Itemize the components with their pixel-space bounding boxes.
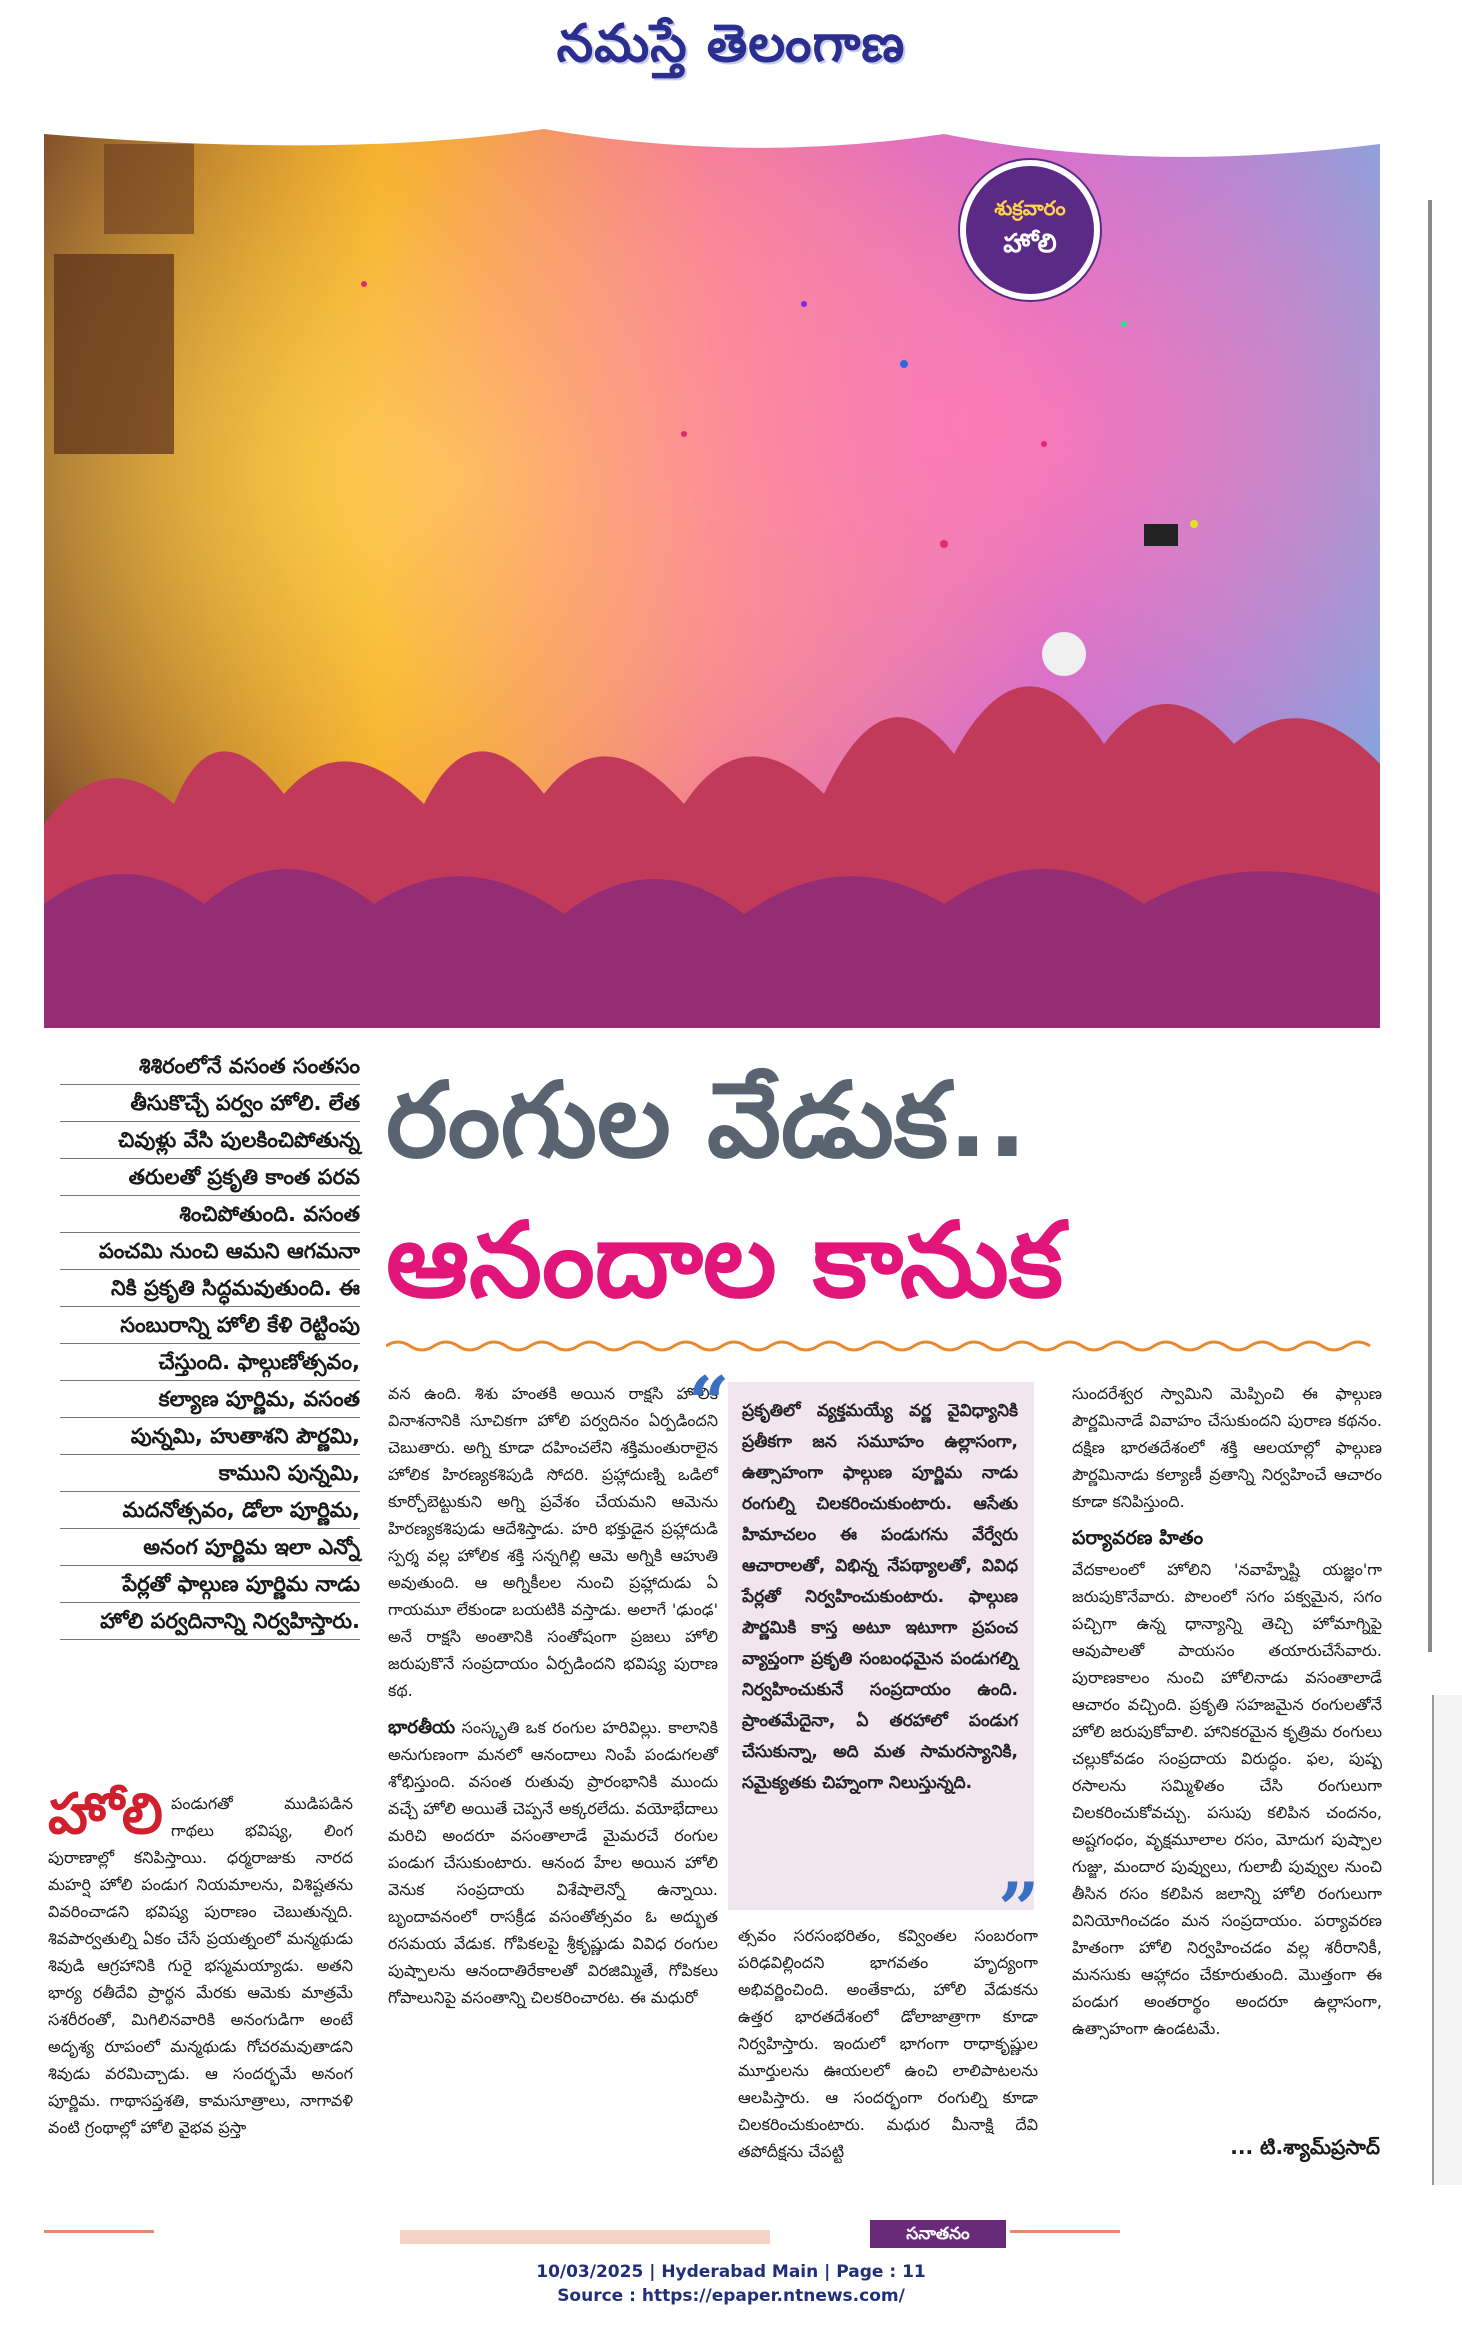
intro-line: నికి ప్రకృతి సిద్ధమవుతుంది. ఈ bbox=[60, 1270, 360, 1307]
headline-line-1: రంగుల వేడుక.. bbox=[386, 1059, 1028, 1181]
pull-quote bbox=[688, 1360, 1040, 1951]
intro-line: పేర్లతో ఫాల్గుణ పూర్ణిమ నాడు bbox=[60, 1566, 360, 1603]
article-column-3 bbox=[738, 1922, 1038, 2165]
column-paragraph: త్సవం సరసంభరితం, కవ్వింతల సంబరంగా పరిఢవిల్లిందని భాగవతం హృద్యంగా అభివర్ణించింది. అంతేకాదు, హోలి వేడుకను ఉత్తర భారతదేశంలో డోలాజాత్రాగా కూడా నిర్వహిస్తారు. ఇందులో భాగంగా రాధాకృష్ణుల మూర్తులను ఊయలలో ఉంచి లాలిపాటలను ఆలపిస్తారు. ఆ సందర్భంగా రంగుల్ని కూడా చిలకరించుకుంటారు. మధుర మీనాక్షి దేవి తపోదీక్షను చేపట్టి bbox=[738, 1926, 1038, 2161]
day-badge bbox=[960, 160, 1100, 300]
intro-line: పున్నమి, హుతాశని పౌర్ణమి, bbox=[60, 1418, 360, 1455]
column-paragraph: సంస్కృతి ఒక రంగుల హరివిల్లు. కాలానికి అనుగుణంగా మనలో ఆనందాలు నింపే పండుగలతో శోభిస్తుంది. వసంత రుతువు ప్రారంభానికి ముందు వచ్చే హోలి అయితే చెప్పనే అక్కరలేదు. వయోభేదాలు మరిచి అందరూ వసంతాలాడే మైమరచే రంగుల పండుగ చేసుకుంటారు. ఆనంద హేల అయిన హోలి వెనుక సంప్రదాయ విశేషాలెన్నో ఉన్నాయి. బృందావనంలో రాసక్రీడ వసంతోత్సవం ఓ అద్భుత రసమయ వేడుక. గోపికలపై శ్రీకృష్ణుడు వివిధ రంగుల పుష్పాలను ఆనందాతిరేకాలతో విరజిమ్మితే, గోపికలు గోపాలునిపై వసంతాన్ని చిలకరించారట. ఈ మధురో bbox=[388, 1718, 718, 2007]
byline: ... టి.శ్యామ్‌ప్రసాద్ bbox=[1230, 2135, 1380, 2159]
intro-line: సంబురాన్ని హోలి కేళి రెట్టింపు bbox=[60, 1307, 360, 1344]
open-quote-icon: “ bbox=[688, 1360, 730, 1445]
column-text: పండుగతో ముడిపడిన గాథలు భవిష్య, లింగ పురాణాల్లో కనిపిస్తాయి. ధర్మరాజుకు నారద మహర్షి హోలి పండుగ నియమాలను, విశిష్టతను వివరించాడని భవిష్య పురాణం చెబుతున్నది. శివపార్వతుల్ని ఏకం చేసే ప్రయత్నంలో మన్మథుడు శివుడి ఆగ్రహానికి గురై భస్మమయ్యాడు. అతని భార్య రతీదేవి ప్రార్థన మేరకు ఆమెకు మాత్రమే సశరీరంతో, మిగిలినవారికి అనంగుడిగా అంటే అదృశ్య రూపంలో మన్మథుడు గోచరమవుతాడని శివుడు వరమిచ్చాడు. ఆ సందర్భమే అనంగ పూర్ణిమ. గాథాసప్తశతి, కామసూత్రాలు, నాగావళి వంటి గ్రంథాల్లో హోలి వైభవ ప్రస్తా bbox=[48, 1794, 353, 2137]
intro-line: తరులతో ప్రకృతి కాంత పరవ bbox=[60, 1159, 360, 1196]
column-paragraph: వన ఉంది. శిశు హంతకి అయిన రాక్షసి హోలిక వినాశనానికి సూచికగా హోలి పర్వదినం ఏర్పడిందని చెబుతారు. అగ్ని కూడా దహించలేని శక్తిమంతురాలైన హోలిక హిరణ్యకశిపుడి సోదరి. ప్రహ్లాదుణ్ని ఒడిలో కూర్చోబెట్టుకుని అగ్ని ప్రవేశం చేయమని ఆమెను హిరణ్యకశిపుడు ఆదేశిస్తాడు. హరి భక్తుడైన ప్రహ్లాదుడి స్పర్శ వల్ల హోలిక శక్తి సన్నగిల్లి ఆమె అగ్నికి ఆహుతి అవుతుంది. ఆ అగ్నికీలల నుంచి ప్రహ్లాదుడు ఏ గాయమూ లేకుండా బయటికి వస్తాడు. అలాగే 'ఢుంఢ' అనే రాక్షసి అంతానికి సంతోషంగా ప్రజలు హోలి జరుపుకొనే సంప్రదాయం ఏర్పడిందని భవిష్య పురాణ కథ. bbox=[388, 1384, 718, 1700]
intro-line: పంచమి నుంచి ఆమని ఆగమనా bbox=[60, 1233, 360, 1270]
subheading: పర్యావరణ హితం bbox=[1072, 1527, 1204, 1549]
close-quote-icon: ” bbox=[998, 1866, 1040, 1951]
intro-line: కాముని పున్నమి, bbox=[60, 1455, 360, 1492]
badge-day: శుక్రవారం bbox=[994, 195, 1066, 220]
holi-photo bbox=[44, 104, 1380, 1028]
intro-line: కల్యాణ పూర్ణిమ, వసంత bbox=[60, 1381, 360, 1418]
column-paragraph: వేదకాలంలో హోలిని 'నవాహ్నేష్టి యజ్ఞం'గా జరుపుకొనేవారు. పొలంలో సగం పక్వమైన, సగం పచ్చిగా ఉన్న ధాన్యాన్ని తెచ్చి హోమాగ్నిపై ఆవుపాలతో పాయసం తయారుచేసేవారు. పురాణకాలం నుంచి హోలినాడు వసంతాలాడే ఆచారం వచ్చింది. ప్రకృతి సహజమైన రంగులతోనే హోలి జరుపుకోవాలి. హానికరమైన కృత్రిమ రంగులు చల్లుకోవడం సంప్రదాయ విరుద్ధం. ఫల, పుష్ప రసాలను సమ్మిళితం చేసి రంగులుగా చిలకరించుకోవచ్చు. పసుపు కలిపిన చందనం, అష్టగంధం, వృక్షమూలాల రసం, మోదుగ పుష్పాల గుజ్జు, మందార పువ్వులు, గులాబీ పువ్వుల నుంచి తీసిన రసం కలిపిన జలాన్ని హోలి రంగులుగా వినియోగించడం మన సంప్రదాయం. పర్యావరణ హితంగా హోలి నిర్వహించడం వల్ల శరీరానికీ, మనసుకు ఆహ్లాదం చేకూరుతుంది. మొత్తంగా ఈ పండుగ అంతరార్థం అందరూ ఉల్లాసంగా, ఉత్సాహంగా ఉండటమే. bbox=[1072, 1560, 1382, 2038]
intro-line: అనంగ పూర్ణిమ ఇలా ఎన్నో bbox=[60, 1529, 360, 1566]
adjacent-article-clip bbox=[1432, 1695, 1462, 2185]
intro-column bbox=[60, 1048, 360, 1640]
pull-quote-text: ప్రకృతిలో వ్యక్తమయ్యే వర్ణ వైవిధ్యానికి ప్రతీకగా జన సమూహం ఉల్లాసంగా, ఉత్సాహంగా ఫాల్గుణ పూర్ణిమ నాడు రంగుల్ని చిలకరించుకుంటారు. ఆసేతు హిమాచలం ఈ పండుగను వేర్వేరు ఆచారాలతో, విభిన్న నేపథ్యాలతో, వివిధ పేర్లతో నిర్వహించుకుంటారు. ఫాల్గుణ పౌర్ణమికి కాస్త అటూ ఇటూగా ప్రపంచ వ్యాప్తంగా ప్రకృతి సంబంధమైన పండుగల్ని నిర్వహించుకునే సంప్రదాయం ఉంది. ప్రాంతమేదైనా, ఏ తరహాలో పండుగ చేసుకున్నా, అది మత సామరస్యానికి, సమైక్యతకు చిహ్నంగా నిలుస్తున్నది. bbox=[742, 1401, 1018, 1793]
intro-line: శించిపోతుంది. వసంత bbox=[60, 1196, 360, 1233]
headline-line-2: ఆనందాల కానుక bbox=[386, 1199, 1064, 1321]
footer-date-line: 10/03/2025 | Hyderabad Main | Page : 11 bbox=[536, 2262, 926, 2282]
article-column-1 bbox=[48, 1782, 353, 2141]
bottom-rule bbox=[44, 2230, 154, 2233]
section-tag: సనాతనం bbox=[870, 2220, 1006, 2248]
intro-line: తీసుకొచ్చే పర్వం హోలి. లేత bbox=[60, 1085, 360, 1122]
masthead-title: నమస్తే తెలంగాణ bbox=[556, 14, 906, 74]
bottom-rule bbox=[1010, 2230, 1120, 2233]
column-paragraph: సుందరేశ్వర స్వామిని మెప్పించి ఈ ఫాల్గుణ పౌర్ణమినాడే వివాహం చేసుకుందని పురాణ కథనం. దక్షిణ భారతదేశంలో శక్తి ఆలయాల్లో ఫాల్గుణ పౌర్ణమినాడు కల్యాణీ వ్రతాన్ని నిర్వహించే ఆచారం కూడా కనిపిస్తుంది. bbox=[1072, 1384, 1382, 1511]
lead-word: భారతీయ bbox=[388, 1717, 456, 1738]
decorative-divider bbox=[386, 1336, 1382, 1356]
intro-line: చివుళ్లు వేసి పులకించిపోతున్న bbox=[60, 1122, 360, 1159]
right-divider bbox=[1428, 200, 1432, 1652]
intro-line: చేస్తుంది. ఫాల్గుణోత్సవం, bbox=[60, 1344, 360, 1381]
intro-line: హోలి పర్వదినాన్ని నిర్వహిస్తారు. bbox=[60, 1603, 360, 1640]
intro-line: మదనోత్సవం, డోలా పూర్ణిమ, bbox=[60, 1492, 360, 1529]
article-column-4 bbox=[1072, 1380, 1382, 2042]
badge-topic: హోలి bbox=[1003, 228, 1057, 259]
masthead bbox=[0, 0, 1462, 100]
article-column-2 bbox=[388, 1380, 718, 2011]
holi-photo-illustration bbox=[44, 104, 1380, 1028]
intro-line: శిశిరంలోనే వసంత సంతసం bbox=[60, 1048, 360, 1085]
dropcap: హోలి bbox=[48, 1782, 163, 1847]
bottom-rule bbox=[400, 2230, 770, 2244]
footer bbox=[0, 2260, 1462, 2308]
footer-source-link[interactable]: Source : https://epaper.ntnews.com/ bbox=[557, 2286, 905, 2306]
